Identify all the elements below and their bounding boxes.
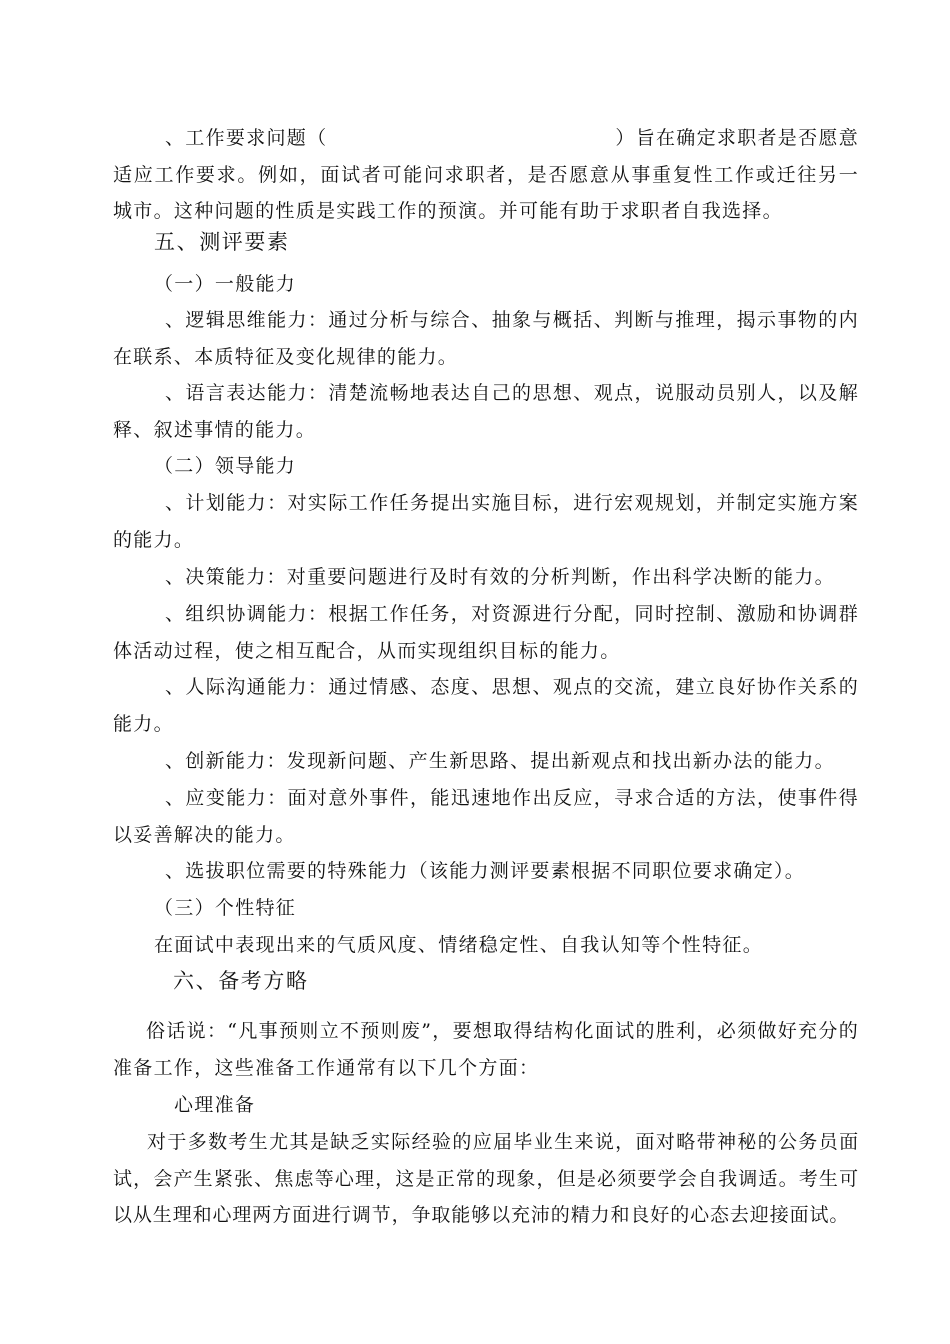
subheading-general-ability: （一）一般能力 xyxy=(154,273,297,295)
paragraph-special-ability: 、选拔职位需要的特殊能力（该能力测评要素根据不同职位要求确定）。 xyxy=(165,860,806,882)
paragraph-adaptability: 、应变能力：面对意外事件，能迅速地作出反应，寻求合适的方法，使事件得以妥善解决的能力。 xyxy=(113,787,859,846)
paragraph-proverb-preparation: 俗话说：“凡事预则立不预则废”，要想取得结构化面试的胜利，必须做好充分的准备工作，这些准备工作通常有以下几个方面： xyxy=(113,1020,859,1079)
subheading-personality-traits: （三）个性特征 xyxy=(154,897,297,919)
subheading-leadership-ability: （二）领导能力 xyxy=(154,455,297,477)
paragraph-communication-ability: 、人际沟通能力：通过情感、态度、思想、观点的交流，建立良好协作关系的能力。 xyxy=(113,676,859,735)
paragraph-personality-traits: 在面试中表现出来的气质风度、情绪稳定性、自我认知等个性特征。 xyxy=(154,934,764,956)
paragraph-text-end: ）旨在确定求职者是否愿意适应工作要求。例如，面试者可能问求职者，是否愿意从事重复性工作或迁往另一城市。这种问题的性质是实践工作的预演。并可能有助于求职者自我选择。 xyxy=(113,127,860,222)
paragraph-innovation-ability: 、创新能力：发现新问题、产生新思路、提出新观点和找出新办法的能力。 xyxy=(165,750,835,772)
section-heading-preparation-strategy: 六、备考方略 xyxy=(173,969,309,993)
paragraph-language-expression: 、语言表达能力：清楚流畅地表达自己的思想、观点，说服动员别人，以及解释、叙述事情的能力。 xyxy=(113,382,859,441)
section-heading-evaluation-elements: 五、测评要素 xyxy=(154,230,290,254)
paragraph-coordination-ability: 、组织协调能力：根据工作任务，对资源进行分配，同时控制、激励和协调群体活动过程，使之相互配合，从而实现组织目标的能力。 xyxy=(113,603,859,662)
paragraph-work-requirement-questions xyxy=(113,120,859,230)
paragraph-planning-ability: 、计划能力：对实际工作任务提出实施目标，进行宏观规划，并制定实施方案的能力。 xyxy=(113,492,859,551)
subheading-psychological-preparation: 心理准备 xyxy=(174,1094,256,1116)
paragraph-decision-ability: 、决策能力：对重要问题进行及时有效的分析判断，作出科学决断的能力。 xyxy=(165,566,835,588)
paragraph-logical-thinking: 、逻辑思维能力：通过分析与综合、抽象与概括、判断与推理，揭示事物的内在联系、本质特征及变化规律的能力。 xyxy=(113,309,859,368)
paragraph-text-start: 、工作要求问题（ xyxy=(165,127,328,149)
paragraph-psychological-preparation: 对于多数考生尤其是缺乏实际经验的应届毕业生来说，面对略带神秘的公务员面试，会产生紧张、焦虑等心理，这是正常的现象，但是必须要学会自我调适。考生可以从生理和心理两方面进行调节，争取能够以充沛的精力和良好的心态去迎接面试。 xyxy=(113,1131,859,1226)
